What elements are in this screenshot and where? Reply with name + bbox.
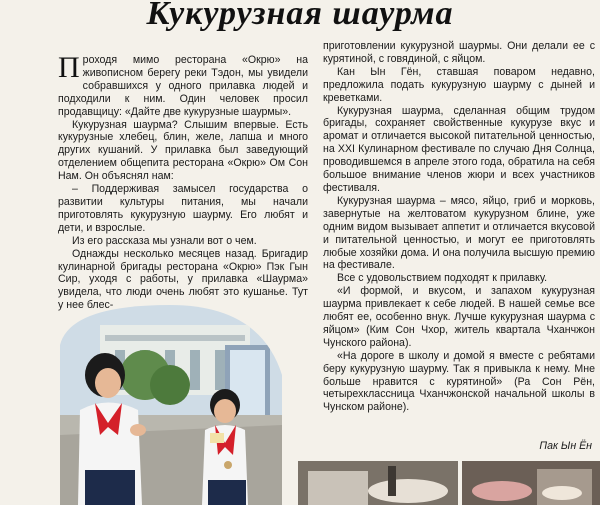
paragraph: «На дороге в школу и домой я вместе с ребятами беру кукурузную шаурму. Так я привыкла к нему. Мне больше нравится с курятиной» (Ра Сон Рён, четырехклассница Чханчжонской начальной школы в Чунском районе). <box>323 349 595 414</box>
photo-illustration <box>298 461 458 505</box>
photo-kitchen-right <box>462 461 600 505</box>
photo-kitchen-left <box>298 461 458 505</box>
paragraph: Из его рассказа мы узнали вот о чем. <box>72 234 257 247</box>
paragraph: «И формой, и вкусом, и запахом кукурузная шаурма привлекает к себе людей. В нашей семье все любят ее, особенно внук. Лучше кукурузная шаурма с яйцом» (Ким Сон Чхор, житель квартала Чханчжон Чунского района). <box>323 285 595 349</box>
paragraph: Проходя мимо ресторана «Окрю» на живописном берегу реки Тэдон, мы увидели собравшихся у одного прилавка людей и подходили к ним. Один человек просил продавщицу: «Дайте две кукурузные шаурмы». <box>58 51 308 118</box>
paragraph: Все с удовольствием подходят к прилавку. <box>337 272 548 285</box>
article-column-left <box>58 51 308 312</box>
paragraph: Кукурузная шаурма – мясо, яйцо, гриб и морковь, завернутые на желтоватом кукурузном блине, уже одним видом вызывает аппетит и отличается вкусовой и питательной ценностью, и могут ее приготовлять любые хозяйки дома. И она получила высшую премию на фестивале. <box>323 194 595 272</box>
paragraph: Кан Ын Гён, ставшая поваром недавно, предложила подать кукурузную шаурму с дыней и креветками. <box>323 65 595 104</box>
paragraph: приготовлении кукурузной шаурмы. Они делали ее с курятиной, с говядиной, с яйцом. <box>323 40 595 65</box>
drop-cap: П <box>58 51 80 84</box>
paragraph: Кукурузная шаурма? Слышим впервые. Есть кукурузные хлебец, блин, желе, лапша и много других кушаний. У прилавка был заведующий отделением общепита ресторана «Окрю» Ом Сон Нам. Он объяснял нам: <box>58 118 308 183</box>
photo-schoolgirls <box>60 305 282 505</box>
paragraph: – Поддерживая замысел государства о развитии культуры питания, мы начали приготовлять кукурузную шаурму. Его любят и дети, и взрослые. <box>58 183 308 234</box>
photo-illustration <box>462 461 600 505</box>
photo-illustration <box>60 305 282 505</box>
paragraph: Кукурузная шаурма, сделанная общим трудом бригады, сохраняет свойственные кукурузе вкус и аромат и отличается высокой питательной ценностью, на XXI Кулинарном фестивале по случаю Дня Солнца, проводившемся в апреле этого года, обратила на себя большое внимание членов жюри и всех участников фестиваля. <box>323 104 595 194</box>
article-title: Кукурузная шаурма <box>146 0 454 32</box>
author-signature: Пак Ын Ён <box>539 440 592 452</box>
paragraph: Однажды несколько месяцев назад. Бригадир кулинарной бригады ресторана «Окрю» Пэк Гын Сир, уходя с работы, у прилавка «Шаурма» увидела, что люди очень любят это кушанье. Тут у нее блес- <box>58 247 308 312</box>
article-column-right <box>323 40 595 414</box>
